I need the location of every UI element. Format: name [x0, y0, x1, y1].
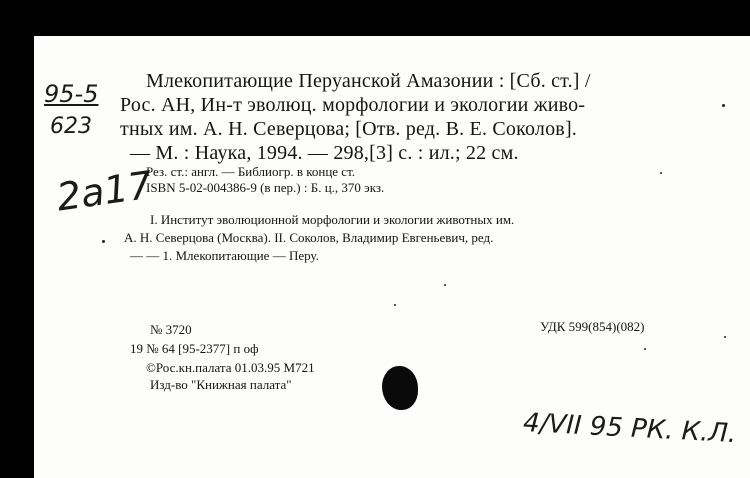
udc-code: УДК 599(854)(082) — [540, 319, 645, 334]
speck — [102, 240, 105, 243]
tracing-line-1: I. Институт эволюционной морфологии и экологии животных им. — [150, 212, 515, 227]
handwritten-date-note: 4/VII 95 РК. К.Л. — [522, 408, 737, 450]
speck — [724, 336, 726, 338]
entry-line-3: тных им. А. Н. Северцова; [Отв. ред. В. Е. Соколов]. — [120, 118, 578, 140]
catalog-card — [34, 36, 750, 478]
ink-blot — [382, 366, 418, 410]
entry-line-1: Млекопитающие Перуанской Амазонии : [Сб. ст.] / — [146, 70, 591, 92]
speck — [444, 284, 446, 286]
entry-isbn: ISBN 5-02-004386-9 (в пер.) : Б. ц., 370 экз. — [146, 180, 385, 195]
footer-line-2: 19 № 64 [95-2377] п оф — [130, 341, 259, 356]
shelfmark-line1: 95-5 — [44, 80, 99, 108]
footer-line-4: Изд-во "Книжная палата" — [150, 377, 292, 392]
tracing-line-3: — — 1. Млекопитающие — Перу. — [130, 248, 319, 263]
speck — [644, 348, 646, 350]
tracing-line-2: А. Н. Северцова (Москва). II. Соколов, Владимир Евгеньевич, ред. — [124, 230, 494, 245]
card-number: № 3720 — [150, 322, 192, 337]
entry-line-2: Рос. АН, Ин-т эволюц. морфологии и экологии живо- — [120, 94, 586, 116]
shelfmark-side: 2a17 — [54, 162, 156, 220]
shelfmark-line2: 623 — [50, 114, 92, 139]
speck — [660, 172, 662, 174]
entry-line-4: — М. : Наука, 1994. — 298,[3] с. : ил.; 22 см. — [130, 142, 519, 164]
speck — [722, 104, 725, 107]
footer-line-3: ©Рос.кн.палата 01.03.95 М721 — [146, 360, 315, 375]
speck — [394, 304, 396, 306]
entry-note-1: Рез. ст.: англ. — Библиогр. в конце ст. — [146, 164, 356, 179]
